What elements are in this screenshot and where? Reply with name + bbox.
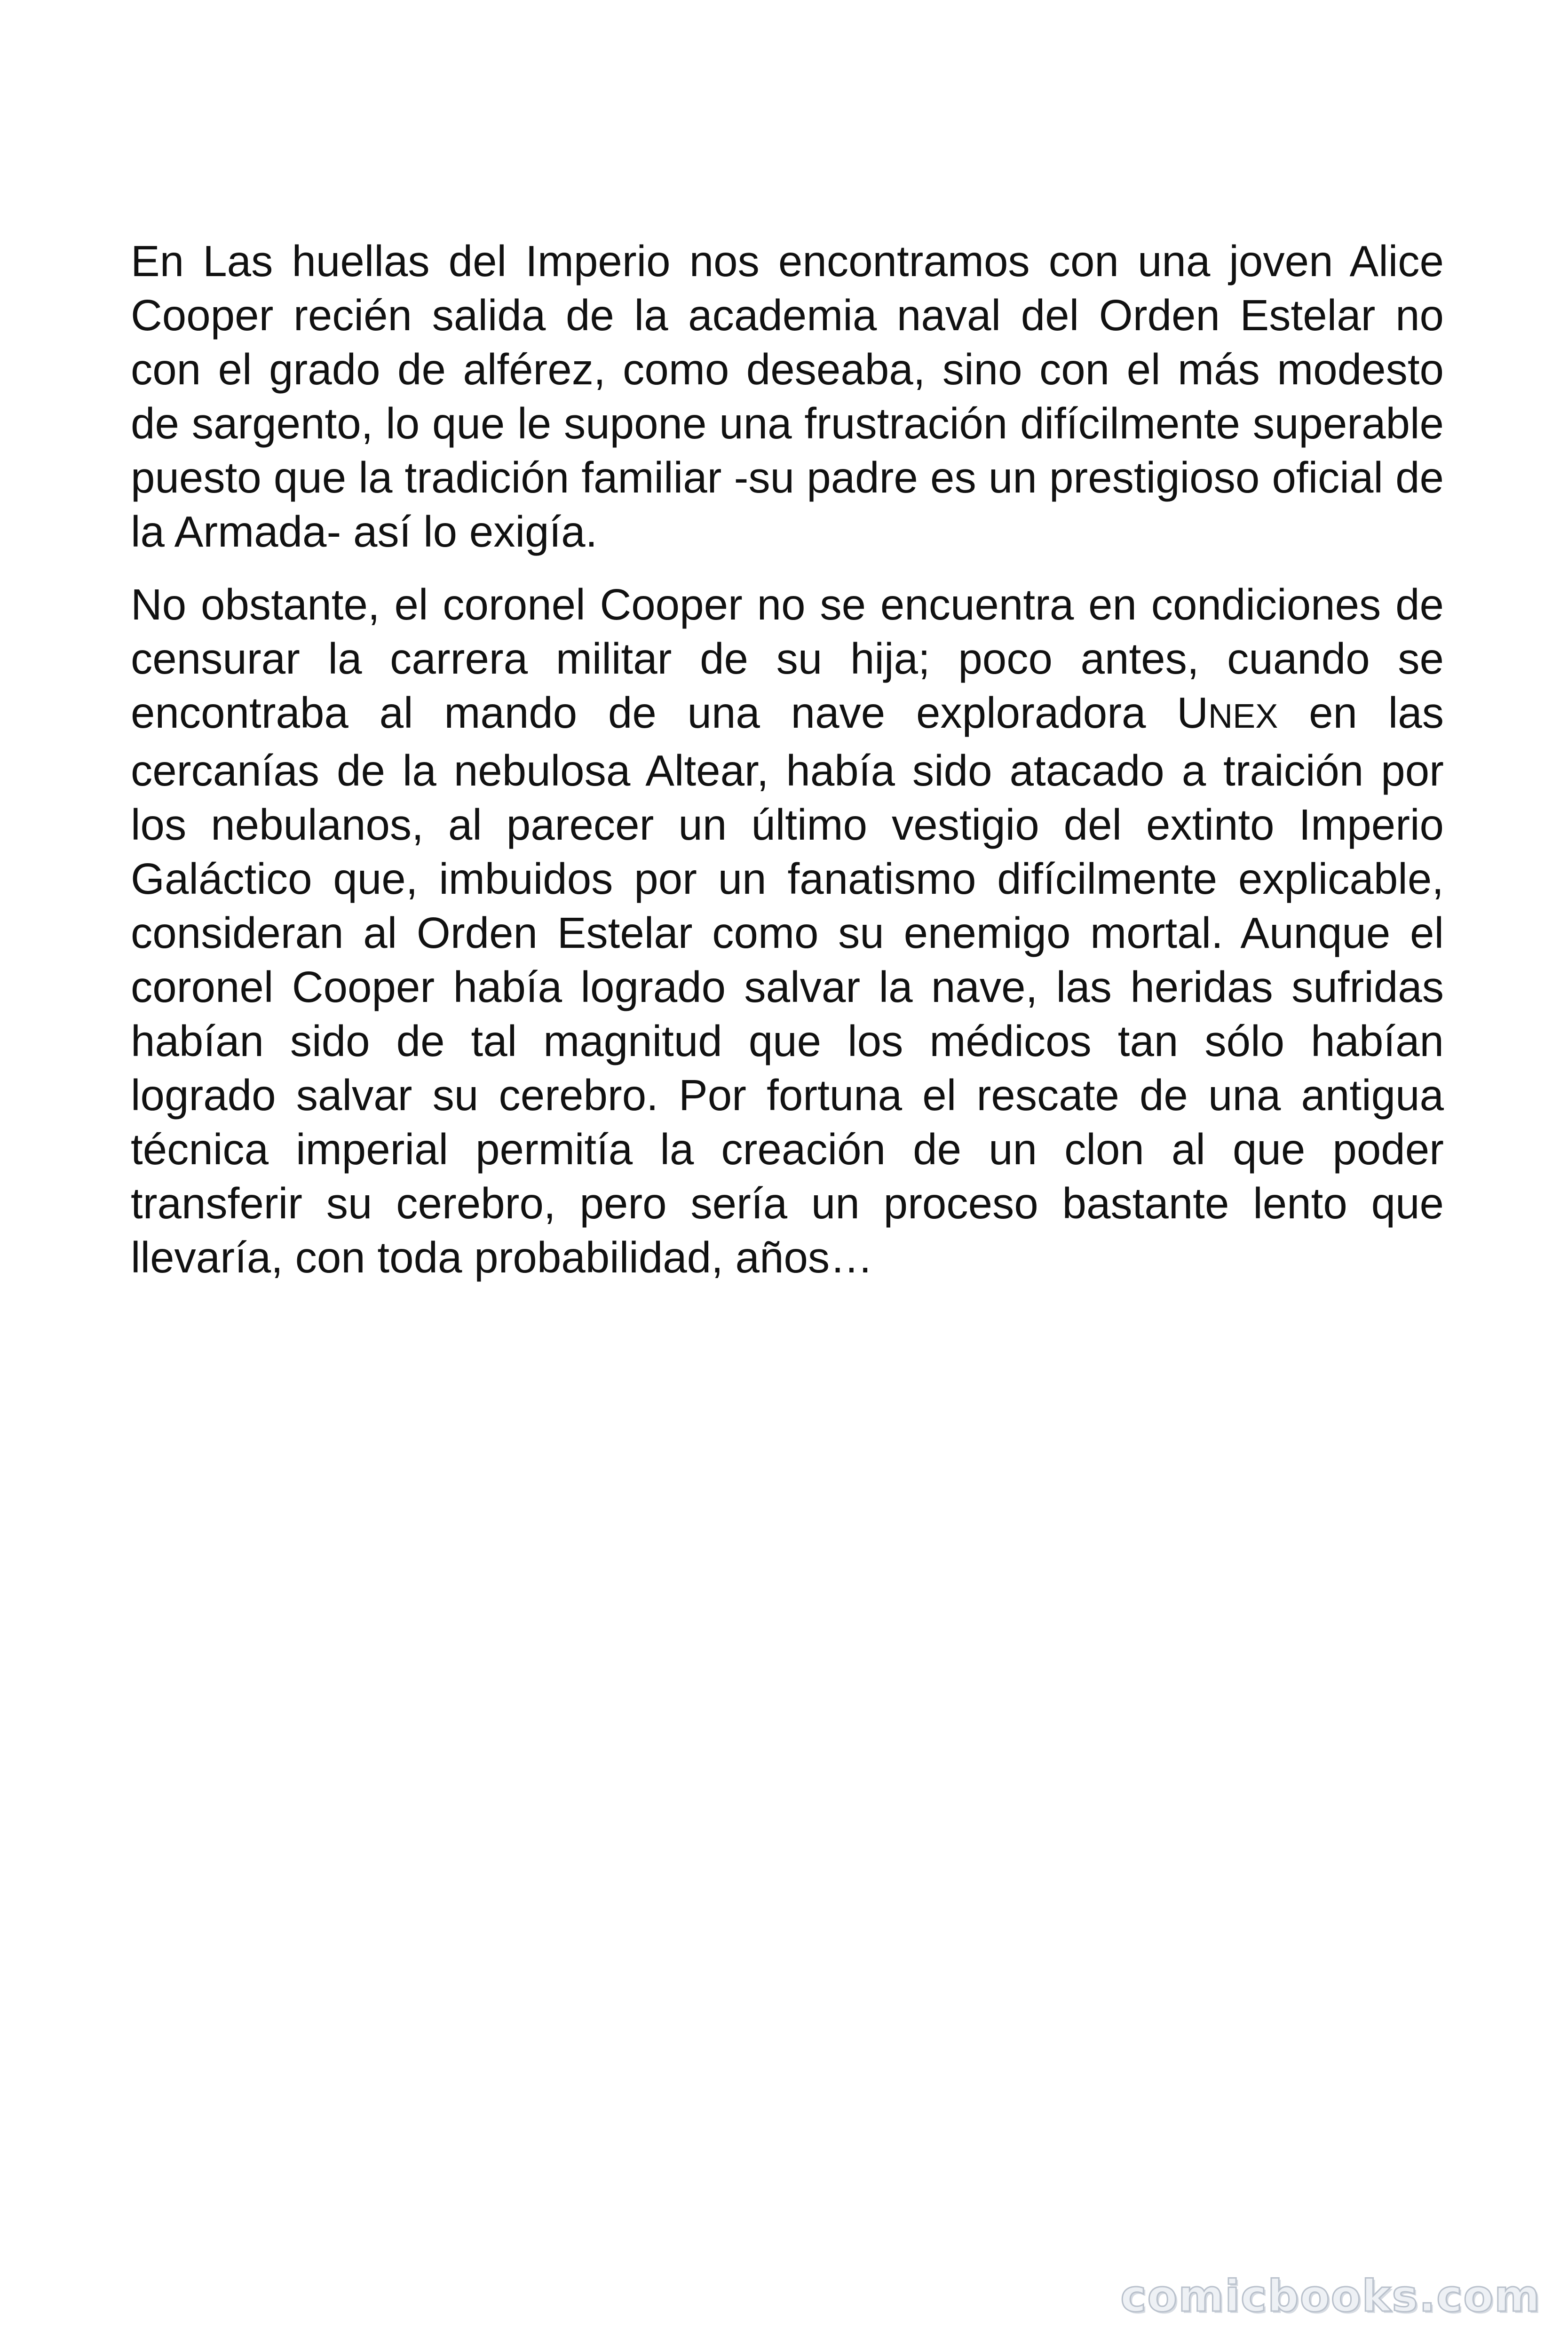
body-text	[131, 234, 1444, 1285]
watermark: comicbooks.com	[1120, 2271, 1541, 2321]
paragraph-2-text-before: No obstante, el coronel Cooper no se encuentra en condiciones de censurar la carrera militar de su hija; poco antes, cuando se encontraba al mando de una nave exploradora	[131, 580, 1444, 737]
paragraph-1: En Las huellas del Imperio nos encontramos con una joven Alice Cooper recién salida de la academia naval del Orden Estelar no con el grado de alférez, como deseaba, sino con el más modesto de sargento, lo que le supone una frustración difícilmente superable puesto que la tradición familiar -su padre es un prestigioso oficial de la Armada- así lo exigía.	[131, 237, 1444, 556]
acronym-initial: U	[1177, 688, 1209, 737]
paragraph-2	[131, 578, 1444, 1285]
paragraph-2-text-after: en las cercanías de la nebulosa Altear, había sido atacado a traición por los nebulanos, al parecer un último vestigio del extinto Imperio Galáctico que, imbuidos por un fanatismo difícilmente explicable, consideran al Orden Estelar como su enemigo mortal. Aunque el coronel Cooper había logrado salvar la nave, las heridas sufridas habían sido de tal magnitud que los médicos tan sólo habían logrado salvar su cerebro. Por fortuna el rescate de una antigua técnica imperial permitía la creación de un clon al que poder transferir su cerebro, pero sería un proceso bastante lento que llevaría, con toda probabilidad, años…	[131, 688, 1444, 1282]
acronym-small-caps: NEX	[1208, 698, 1278, 735]
